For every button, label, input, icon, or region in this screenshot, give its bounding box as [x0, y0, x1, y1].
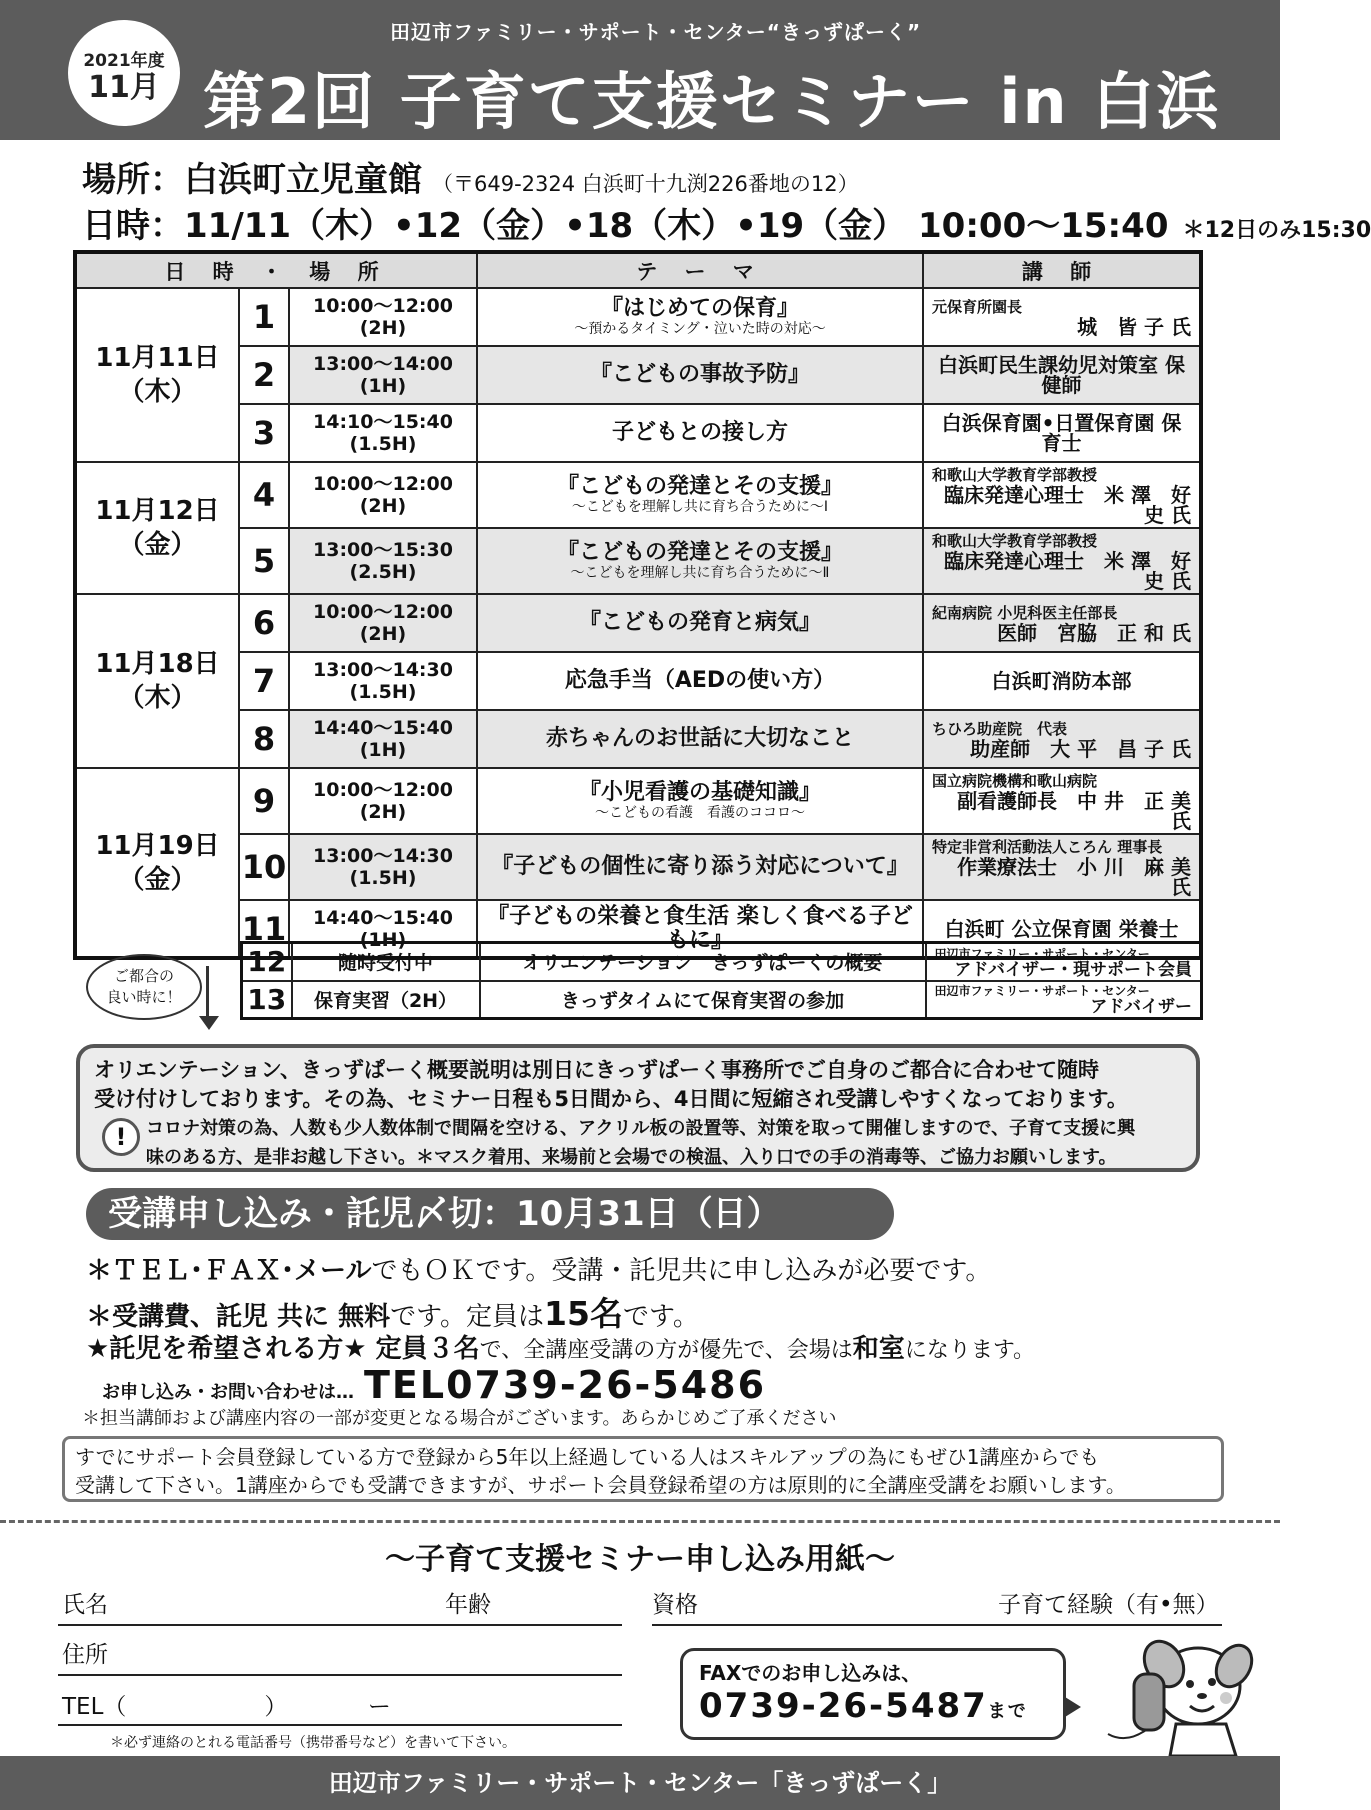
lecturer-name: アドバイザー・現サポート会員 [954, 959, 1192, 980]
info-text: で、全講座受講の方が優先で、会場は [479, 1338, 853, 1363]
session-time [289, 594, 477, 652]
lecturer-role: 田辺市ファミリー・サポート・センター [934, 946, 1150, 961]
fax-label: FAXでのお申し込みは、 [699, 1661, 922, 1685]
member-note-line: すでにサポート会員登録している方で登録から5年以上経過している人はスキルアップの為にもぜひ1講座からでも [75, 1445, 1100, 1469]
table-row [242, 943, 1202, 981]
session-number: 8 [239, 710, 289, 768]
day-date: 11月11日 [95, 343, 220, 373]
badge-year: 2021年度 [83, 51, 165, 71]
table-row [75, 652, 1201, 710]
table-row [75, 462, 1201, 528]
organizer: 田辺市ファミリー・サポート・センター“きっずぱーく” [390, 20, 922, 44]
speech-bubble [86, 954, 202, 1020]
session-time [289, 528, 477, 594]
day-date: 11月12日 [95, 496, 220, 526]
table-row [242, 981, 1202, 1019]
info-text: でもＯＫです。受講・託児共に申し込みが必要です。 [371, 1256, 992, 1286]
session-number: 3 [239, 404, 289, 462]
info-line-3 [86, 1328, 1035, 1365]
datetime-label: 日時：11/11（木）•12（金）•18（木）•19（金） 10:00～15:40 [82, 206, 1169, 246]
contact [102, 1363, 766, 1407]
session-time [289, 768, 477, 834]
table-row [75, 346, 1201, 404]
schedule-table [73, 250, 1203, 960]
bubble-line: ご都合の [113, 967, 174, 985]
session-lecturer [923, 652, 1201, 710]
time-duration: (1H) [359, 928, 407, 951]
notice-covid [94, 1114, 1182, 1172]
form-tip: ＊必ず連絡のとれる電話番号（携帯番号など）を書いて下さい。 [110, 1735, 516, 1751]
session-theme: きっずタイムにて保育実習の参加 [480, 981, 926, 1019]
day-date: 11月18日 [95, 649, 220, 679]
lecturer-role: 和歌山大学教育学部教授 [932, 466, 1098, 484]
day-cell [75, 288, 239, 462]
notice-box [76, 1044, 1200, 1172]
theme-title: 応急手当（AEDの使い方） [564, 668, 836, 693]
lecturer-name: 作業療法士 小 川 麻 美 氏 [957, 855, 1191, 899]
lecturer-name: 白浜保育園•日置保育園 保育士 [941, 411, 1182, 455]
session-theme [477, 346, 923, 404]
lecturer-name: 白浜町民生課幼児対策室 保健師 [938, 353, 1185, 397]
form-address-field[interactable] [58, 1674, 622, 1676]
time-range: 13:00～14:30 [313, 659, 453, 681]
time-range: 13:00～15:30 [313, 539, 453, 561]
time-range: 14:40～15:40 [313, 906, 453, 929]
lecturer-role: 紀南病院 小児科医主任部長 [932, 604, 1118, 622]
theme-title: 『はじめての保育』 [600, 296, 799, 321]
notice-line: 味のある方、是非お越し下さい。＊マスク着用、来場前と会場での検温、入り口での手の消毒等、ご協力お願いします。 [146, 1147, 1117, 1168]
form-qual-label: 資格 [652, 1592, 698, 1618]
venue-address: （〒649-2324 白浜町十九渕226番地の12） [432, 172, 859, 196]
notice-line: 受け付けしております。その為、セミナー日程も5日間から、4日間に短縮され受講しやすくなっております。 [94, 1087, 1128, 1111]
form-qual-field[interactable] [652, 1624, 1222, 1626]
theme-title: 『小児看護の基礎知識』 [578, 780, 821, 805]
time-duration: (2H) [359, 495, 407, 517]
day-cell [75, 462, 239, 594]
day-weekday: （金） [118, 530, 197, 560]
lecturer-role: 田辺市ファミリー・サポート・センター [934, 984, 1150, 999]
lecturer-name: 臨床発達心理士 米 澤 好 史 氏 [944, 549, 1191, 593]
theme-title: 『こどもの発達とその支援』 [556, 540, 843, 565]
session-number: 4 [239, 462, 289, 528]
theme-subtitle: ～こどもの看護 看護のココロ～ [595, 805, 805, 821]
bubble-line: 良い時に！ [106, 988, 182, 1006]
form-address-label: 住所 [62, 1642, 108, 1668]
table-row [75, 594, 1201, 652]
table-row [75, 288, 1201, 346]
session-time [289, 834, 477, 900]
time-duration: (2.5H) [349, 561, 417, 583]
session-theme [477, 594, 923, 652]
time-duration: (1.5H) [349, 681, 417, 703]
time-range: 14:10～15:40 [313, 411, 453, 433]
theme-title: 子どもとの接し方 [611, 420, 788, 445]
time-duration: (2H) [359, 317, 407, 339]
fax-number [699, 1686, 1047, 1726]
theme-title: 『こどもの事故予防』 [589, 362, 810, 387]
datetime-note: ＊12日のみ15:30 [1182, 218, 1371, 243]
lecturer-name: 城 皆 子 氏 [1077, 315, 1191, 339]
session-number: 6 [239, 594, 289, 652]
table-row [75, 768, 1201, 834]
table-row [75, 528, 1201, 594]
info-bold: ＊受講費、託児 共に 無料 [86, 1302, 391, 1332]
time-duration: (1.5H) [349, 867, 417, 889]
day-weekday: （木） [118, 377, 197, 407]
lecturer-role: 国立病院機構和歌山病院 [932, 772, 1098, 790]
session-time [289, 652, 477, 710]
session-number: 9 [239, 768, 289, 834]
day-weekday: （木） [118, 683, 197, 713]
contact-label: お申し込み・お問い合わせは… [102, 1382, 354, 1403]
lecturer-name: 医師 宮脇 正 和 氏 [997, 621, 1191, 645]
capacity: 15名 [544, 1294, 623, 1333]
session-theme [477, 768, 923, 834]
form-age-label: 年齢 [445, 1592, 491, 1618]
info-bold: ★託児を希望される方★ 定員３名 [86, 1334, 480, 1364]
session-theme [477, 652, 923, 710]
session-theme [477, 834, 923, 900]
lecturer-name: 臨床発達心理士 米 澤 好 史 氏 [944, 483, 1191, 527]
theme-title: 『こどもの発達とその支援』 [556, 474, 843, 499]
notice-line: オリエンテーション、きっずぱーく概要説明は別日にきっずぱーく事務所でご自身のご都合に合わせて随時 [94, 1058, 1100, 1082]
session-time [289, 346, 477, 404]
col-date-place: 日 時 ・ 場 所 [75, 252, 477, 288]
form-tel-field[interactable] [58, 1724, 622, 1726]
time-range: 14:40～15:40 [313, 717, 453, 739]
session-lecturer [923, 462, 1201, 528]
day-date: 11月19日 [95, 830, 220, 861]
footer: 田辺市ファミリー・サポート・センター「きっずぱーく」 [0, 1756, 1280, 1810]
fax-no[interactable]: 0739-26-5487 [699, 1686, 988, 1726]
theme-title: 赤ちゃんのお世話に大切なこと [545, 726, 854, 751]
cut-line [0, 1520, 1280, 1523]
badge-month: 11月 [88, 70, 160, 105]
session-number: 7 [239, 652, 289, 710]
day-weekday: （金） [118, 864, 197, 895]
time-duration: (1H) [359, 375, 407, 397]
lecturer-role: 特定非営利活動法人ころん 理事長 [932, 838, 1163, 856]
form-name-field[interactable] [58, 1624, 622, 1626]
time-duration: (2H) [359, 801, 407, 823]
datetime [82, 198, 1371, 247]
session-lecturer [923, 768, 1201, 834]
room: 和室 [852, 1334, 905, 1364]
extra-table [240, 941, 1203, 1020]
form-title: ～子育て支援セミナー申し込み用紙～ [385, 1542, 895, 1577]
session-lecturer [923, 710, 1201, 768]
theme-title: 『こどもの発育と病気』 [578, 610, 821, 635]
lecturer-name: アドバイザー [1090, 997, 1192, 1018]
time-range: 10:00～12:00 [313, 601, 453, 623]
theme-title: 『子どもの個性に寄り添う対応について』 [491, 854, 909, 879]
time-range: 13:00～14:00 [313, 353, 453, 375]
day-cell [75, 594, 239, 768]
time-range: 10:00～12:00 [313, 295, 453, 317]
session-theme [477, 288, 923, 346]
form-name-label: 氏名 [62, 1592, 108, 1618]
info-text: です。定員は [390, 1302, 545, 1332]
lecturer-name: 助産師 大 平 昌 子 氏 [970, 737, 1191, 761]
caution-text: ＊担当講師および講座内容の一部が変更となる場合がございます。あらかじめご了承ください [82, 1408, 837, 1429]
year-badge [68, 20, 180, 126]
session-number: 5 [239, 528, 289, 594]
venue-label: 場所：白浜町立児童館 [82, 160, 422, 200]
header-banner [0, 0, 1280, 140]
info-bold: ＊ＴＥＬ･ＦＡＸ･メール [86, 1256, 372, 1286]
session-number: 11 [239, 900, 289, 958]
day-cell [75, 768, 239, 958]
time-duration: (2H) [359, 623, 407, 645]
table-row [75, 710, 1201, 768]
time-range: 10:00～12:00 [313, 473, 453, 495]
col-theme: テ ー マ [477, 252, 923, 288]
info-line-1 [86, 1250, 991, 1287]
session-number: 2 [239, 346, 289, 404]
fax-box [680, 1648, 1066, 1740]
form-exp-label: 子育て経験（有•無） [998, 1592, 1219, 1618]
dog-mascot-icon [1086, 1634, 1256, 1756]
venue [82, 152, 859, 201]
session-lecturer [926, 981, 1202, 1019]
session-lecturer [926, 943, 1202, 981]
session-type: 保育実習（2H） [292, 981, 480, 1019]
session-time [289, 710, 477, 768]
session-theme [477, 528, 923, 594]
lecturer-name: 白浜町 公立保育園 栄養士 [944, 916, 1179, 941]
session-time [289, 462, 477, 528]
col-lecturer: 講 師 [923, 252, 1201, 288]
time-range: 13:00～14:30 [313, 845, 453, 867]
lecturer-role: 元保育所園長 [932, 298, 1023, 316]
page-title: 第2回 子育て支援セミナー in 白浜 [203, 65, 1221, 138]
arrow-down-icon [199, 1016, 219, 1030]
deadline-banner: 受講申し込み・託児〆切：10月31日（日） [86, 1188, 894, 1240]
notice-line: コロナ対策の為、人数も少人数体制で間隔を空ける、アクリル板の設置等、対策を取って開催しますので、子育て支援に興 [146, 1118, 1136, 1139]
lecturer-role: 和歌山大学教育学部教授 [932, 532, 1098, 550]
lecturer-name: 白浜町消防本部 [991, 669, 1132, 693]
session-number: 13 [242, 981, 292, 1019]
session-theme [477, 404, 923, 462]
session-number: 10 [239, 834, 289, 900]
table-row [75, 404, 1201, 462]
session-lecturer [923, 404, 1201, 462]
theme-title: 『子どもの栄養と食生活 楽しく食べる子どもに』 [487, 903, 913, 953]
theme-subtitle: ～こどもを理解し共に育ち合うために～Ⅰ [571, 499, 829, 515]
session-lecturer [923, 594, 1201, 652]
session-type: 随時受付中 [292, 943, 480, 981]
exclamation-icon: ! [102, 1118, 140, 1156]
session-lecturer [923, 288, 1201, 346]
member-note [62, 1436, 1224, 1502]
session-time [289, 404, 477, 462]
contact-phone[interactable]: TEL0739-26-5486 [364, 1363, 767, 1407]
lecturer-name: 副看護師長 中 井 正 美 氏 [957, 789, 1191, 833]
member-note-line: 受講して下さい。1講座からでも受講できますが、サポート会員登録希望の方は原則的に全講座受講をお願いします。 [75, 1473, 1126, 1497]
session-lecturer [923, 834, 1201, 900]
fax-suffix: まで [987, 1701, 1028, 1722]
lecturer-role: ちひろ助産院 代表 [932, 720, 1068, 738]
arrow-line [206, 966, 220, 1018]
session-time [289, 288, 477, 346]
time-range: 10:00～12:00 [313, 779, 453, 801]
session-lecturer [923, 528, 1201, 594]
session-number: 12 [242, 943, 292, 981]
form-tel-label: TEL（ ） ー [62, 1694, 391, 1720]
session-theme: オリエンテーション きっずぱーくの概要 [480, 943, 926, 981]
session-number: 1 [239, 288, 289, 346]
time-duration: (1H) [359, 739, 407, 761]
info-text: です。 [622, 1302, 699, 1332]
theme-subtitle: ～こどもを理解し共に育ち合うために～Ⅱ [570, 565, 830, 581]
info-text: になります。 [904, 1338, 1036, 1363]
session-theme [477, 710, 923, 768]
session-lecturer [923, 346, 1201, 404]
table-row [75, 834, 1201, 900]
theme-subtitle: ～預かるタイミング・泣いた時の対応～ [574, 321, 826, 337]
time-duration: (1.5H) [349, 433, 417, 455]
session-theme [477, 462, 923, 528]
